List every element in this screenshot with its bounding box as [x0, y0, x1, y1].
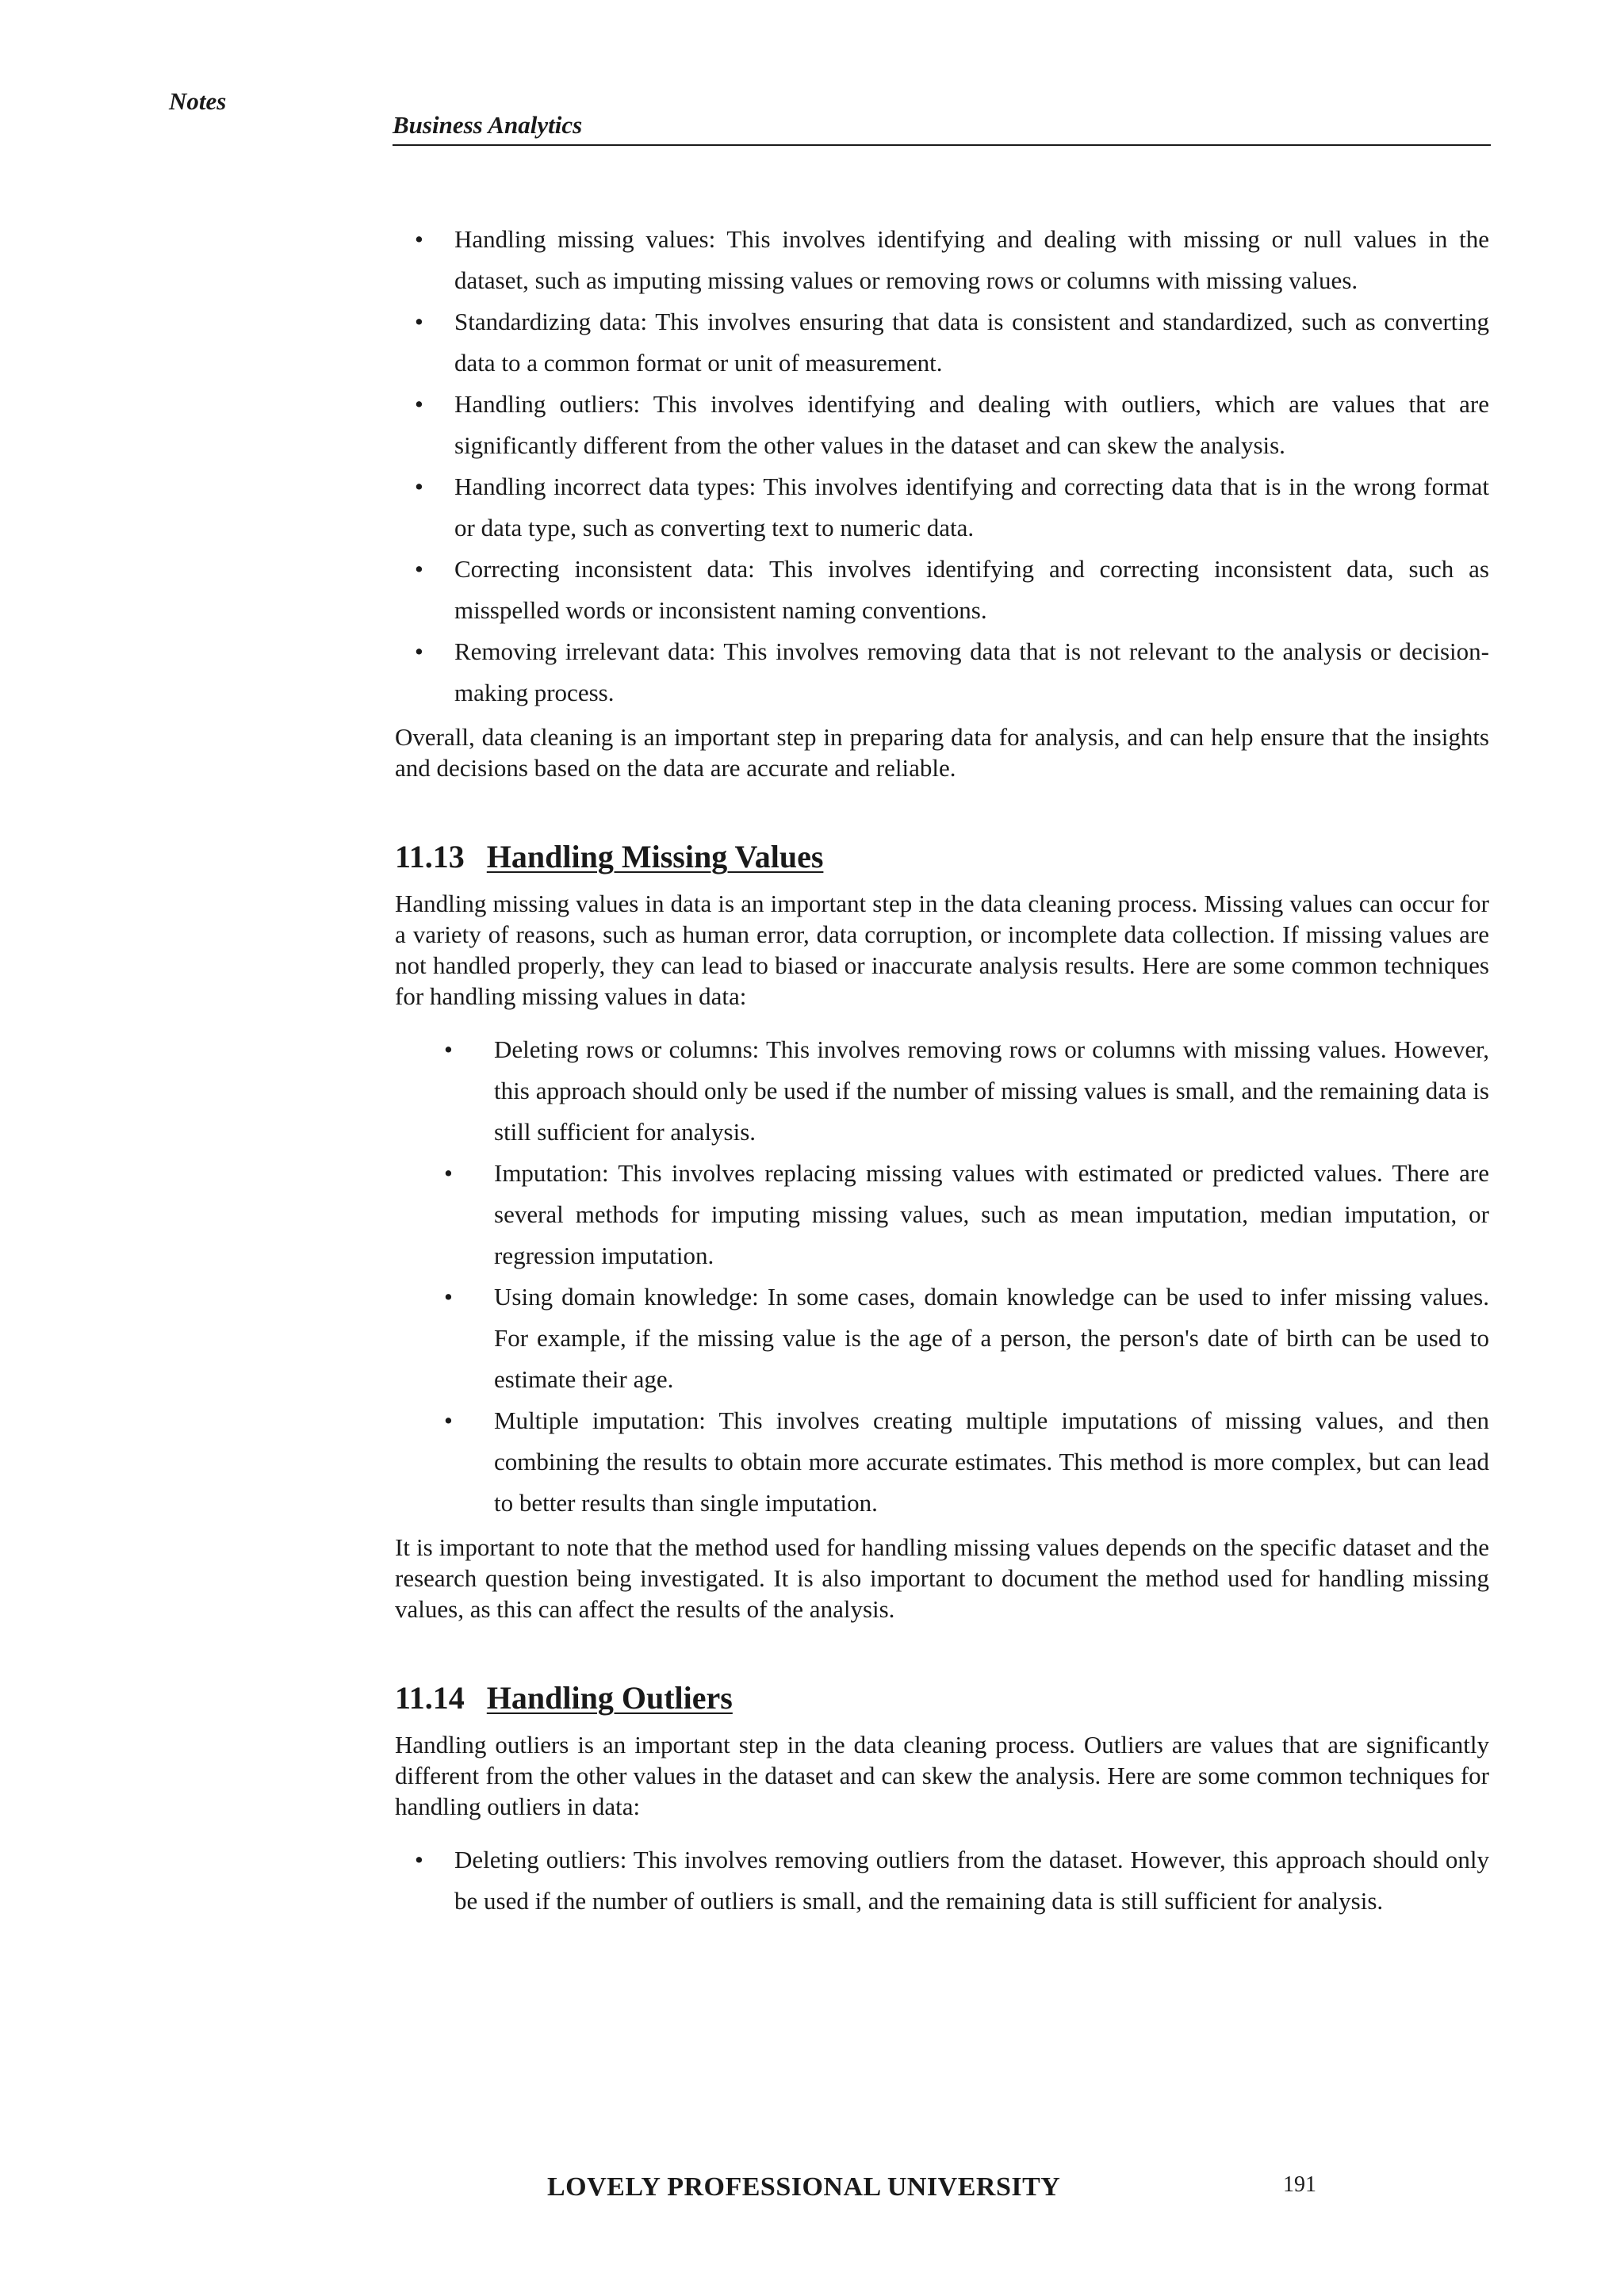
bullet-icon: • — [415, 555, 423, 583]
bullet-icon: • — [444, 1406, 453, 1434]
list-item — [395, 219, 1489, 301]
bullet-icon: • — [444, 1283, 453, 1311]
list-item-text: Standardizing data: This involves ensuring that data is consistent and standardized, such as converting data to a common format or unit of measurement. — [454, 308, 1489, 377]
list-item-text: Handling missing values: This involves identifying and dealing with missing or null values in the dataset, such as imputing missing values or removing rows or columns with missing values. — [454, 225, 1489, 294]
list-item — [395, 466, 1489, 549]
bullet-icon: • — [415, 637, 423, 665]
list-item-text: Handling incorrect data types: This involves identifying and correcting data that is in the wrong format or data type, such as converting text to numeric data. — [454, 473, 1489, 541]
section-heading-11-13 — [395, 837, 1489, 877]
missing-values-list — [395, 1029, 1489, 1524]
missing-values-intro: Handling missing values in data is an important step in the data cleaning process. Missing values can occur for a variety of reasons, such as human error, data corruption, or incomplete data collection. If missing values are not handled properly, they can lead to biased or inaccurate analysis results. Here are some common techniques for handling missing values in data: — [395, 890, 1489, 1010]
list-item — [395, 631, 1489, 714]
bullet-icon: • — [415, 308, 423, 335]
bullet-icon: • — [415, 473, 423, 500]
bullet-icon: • — [415, 390, 423, 418]
footer-page-number: 191 — [1283, 2172, 1316, 2197]
section-title: Handling Missing Values — [486, 839, 824, 874]
list-item-text: Handling outliers: This involves identifying and dealing with outliers, which are values that are significantly different from the other values in the dataset and can skew the analysis. — [454, 390, 1489, 459]
running-header — [393, 111, 1491, 146]
outliers-list — [395, 1839, 1489, 1922]
list-item-text: Removing irrelevant data: This involves removing data that is not relevant to the analysis or decision-making process. — [454, 637, 1489, 706]
section-number: 11.14 — [395, 1680, 465, 1716]
list-item-text: Using domain knowledge: In some cases, domain knowledge can be used to infer missing values. For example, if the missing value is the age of a person, the person's date of birth can be used to estimate their age. — [494, 1283, 1489, 1393]
bullet-icon: • — [444, 1035, 453, 1063]
list-item — [395, 1839, 1489, 1922]
bullet-icon: • — [415, 225, 423, 253]
margin-notes-label: Notes — [169, 87, 227, 115]
bullet-icon: • — [444, 1159, 453, 1187]
list-item-text: Deleting outliers: This involves removing outliers from the dataset. However, this approach should only be used if the number of outliers is small, and the remaining data is still sufficient for analysis. — [454, 1846, 1489, 1915]
list-item-text: Imputation: This involves replacing missing values with estimated or predicted values. There are several methods for imputing missing values, such as mean imputation, median imputation, or regression imputation. — [494, 1159, 1489, 1269]
bullet-icon: • — [415, 1846, 423, 1873]
list-item — [395, 1400, 1489, 1524]
list-item — [395, 1276, 1489, 1400]
overall-paragraph: Overall, data cleaning is an important step in preparing data for analysis, and can help ensure that the insights and decisions based on the data are accurate and reliable. — [395, 723, 1489, 782]
list-item — [395, 1153, 1489, 1276]
section-title: Handling Outliers — [486, 1680, 733, 1716]
missing-values-closing: It is important to note that the method used for handling missing values depends on the specific dataset and the research question being investigated. It is also important to document the method used for handling missing values, as this can affect the results of the analysis. — [395, 1533, 1489, 1623]
list-item-text: Deleting rows or columns: This involves removing rows or columns with missing values. However, this approach should only be used if the number of missing values is small, and the remaining data is still sufficient for analysis. — [494, 1035, 1489, 1146]
footer-university: LOVELY PROFESSIONAL UNIVERSITY — [547, 2172, 1061, 2202]
section-number: 11.13 — [395, 839, 465, 874]
list-item-text: Correcting inconsistent data: This involves identifying and correcting inconsistent data, such as misspelled words or inconsistent naming conventions. — [454, 555, 1489, 624]
outliers-intro: Handling outliers is an important step in the data cleaning process. Outliers are values that are significantly different from the other values in the dataset and can skew the analysis. Here are some common techniques for handling outliers in data: — [395, 1731, 1489, 1820]
main-content — [395, 219, 1489, 1922]
list-item — [395, 1029, 1489, 1153]
list-item — [395, 384, 1489, 466]
list-item-text: Multiple imputation: This involves creating multiple imputations of missing values, and then combining the results to obtain more accurate estimates. This method is more complex, but can lead to better results than single imputation. — [494, 1406, 1489, 1517]
header-title: Business Analytics — [393, 111, 583, 139]
list-item — [395, 301, 1489, 384]
section-heading-11-14 — [395, 1678, 1489, 1718]
list-item — [395, 549, 1489, 631]
data-cleaning-list — [395, 219, 1489, 714]
